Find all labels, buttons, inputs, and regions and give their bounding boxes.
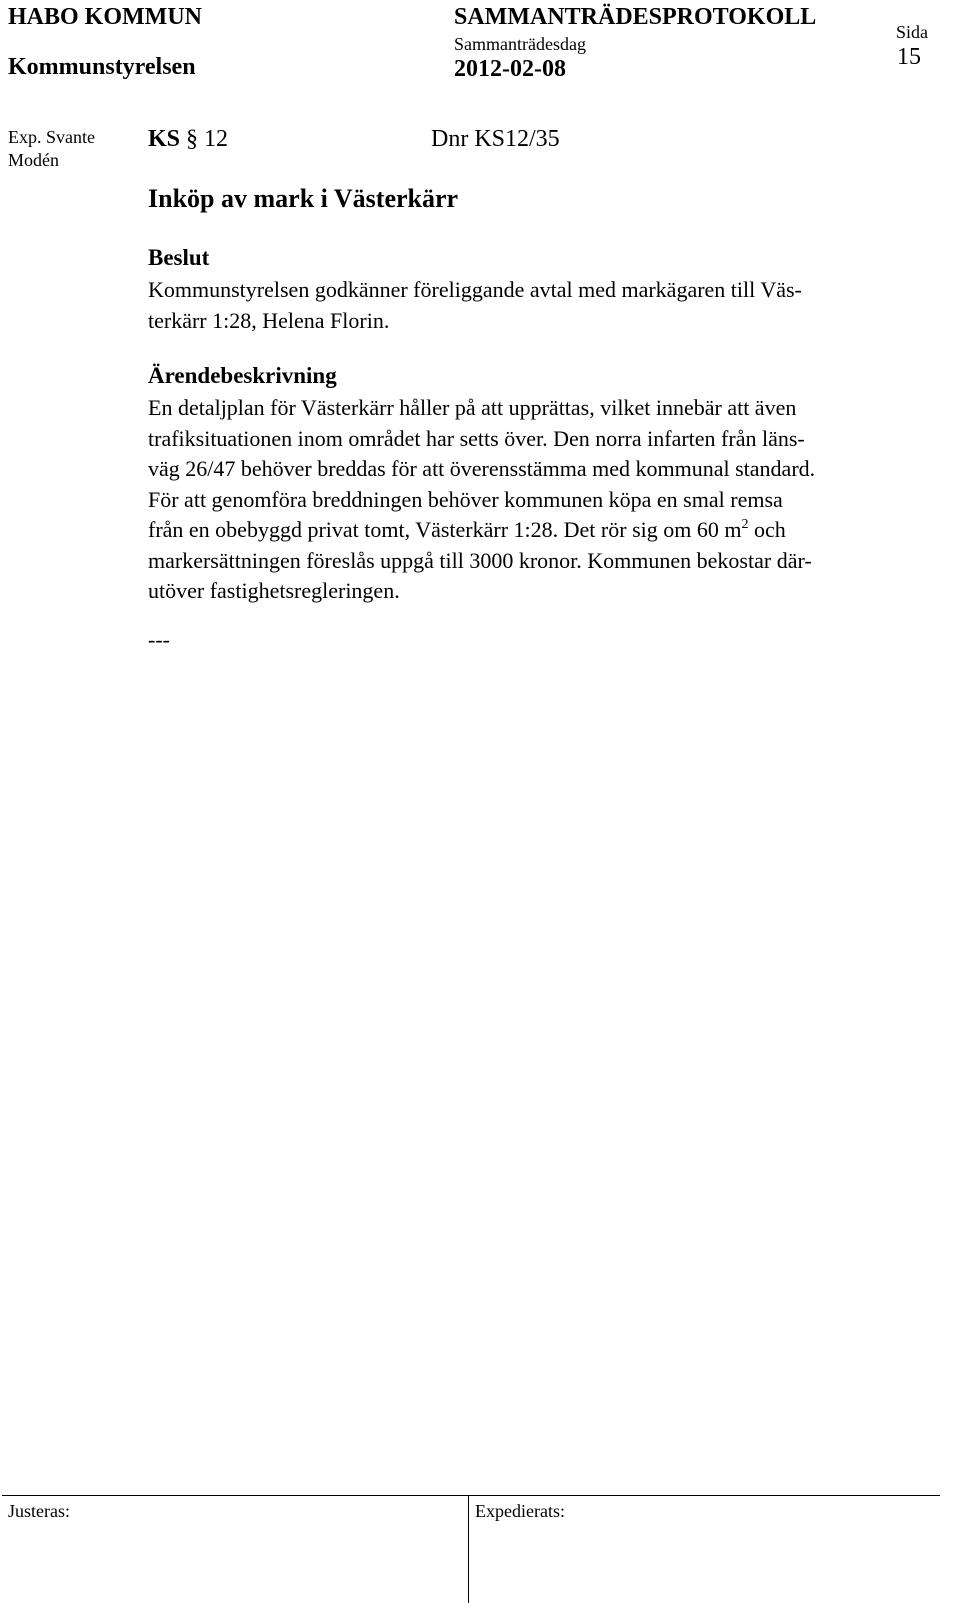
arende-line: trafiksituationen inom området har setts över. Den norra infarten från läns- xyxy=(148,425,805,451)
ks-prefix: KS xyxy=(148,126,181,152)
document-type: SAMMANTRÄDESPROTOKOLL xyxy=(454,4,817,30)
arende-line: väg 26/47 behöver breddas för att överensstämma med kommunal standard. xyxy=(148,456,816,481)
footer-divider xyxy=(468,1495,469,1603)
superscript-2: 2 xyxy=(741,517,749,532)
arende-line: markersättningen föreslås uppgå till 3000 kronor. Kommunen bekostar där- xyxy=(148,547,812,573)
beslut-text xyxy=(148,275,802,336)
arende-text xyxy=(148,393,815,607)
footer-top-rule xyxy=(2,1495,940,1496)
justeras-label: Justeras: xyxy=(8,1501,70,1521)
meeting-date: 2012-02-08 xyxy=(454,56,566,82)
arende-line: För att genomföra breddningen behöver kommunen köpa en smal remsa xyxy=(148,486,783,512)
expedierats-label: Expedierats: xyxy=(475,1501,565,1521)
beslut-heading: Beslut xyxy=(148,245,210,270)
case-number xyxy=(148,126,228,153)
expedition-note xyxy=(8,126,95,172)
arende-line-text: och xyxy=(748,517,786,542)
arende-line: En detaljplan för Västerkärr håller på att upprättas, vilket innebär att även xyxy=(148,395,797,420)
arende-heading: Ärendebeskrivning xyxy=(148,363,337,388)
page-title: Inköp av mark i Västerkärr xyxy=(148,184,459,213)
page-label: Sida xyxy=(896,22,929,42)
meeting-date-label: Sammanträdesdag xyxy=(454,34,586,54)
arende-line-text: från en obebyggd privat tomt, Västerkärr 1:28. Det rör sig om 60 m xyxy=(148,517,742,542)
expedition-line-1: Exp. Svante xyxy=(8,127,95,147)
org-name: HABO KOMMUN xyxy=(8,4,202,30)
department-name: Kommunstyrelsen xyxy=(8,54,196,80)
arende-line xyxy=(148,515,815,546)
section-sign: § xyxy=(186,126,199,152)
beslut-line: Kommunstyrelsen godkänner föreliggande avtal med markägaren till Väs- xyxy=(148,277,802,302)
end-marker: --- xyxy=(148,627,170,652)
beslut-line: terkärr 1:28, Helena Florin. xyxy=(148,307,390,333)
page-number: 15 xyxy=(897,44,921,70)
dnr-number: Dnr KS12/35 xyxy=(431,126,560,152)
section-number: 12 xyxy=(204,126,229,152)
arende-line: utöver fastighetsregleringen. xyxy=(148,578,400,603)
expedition-line-2: Modén xyxy=(8,150,59,170)
